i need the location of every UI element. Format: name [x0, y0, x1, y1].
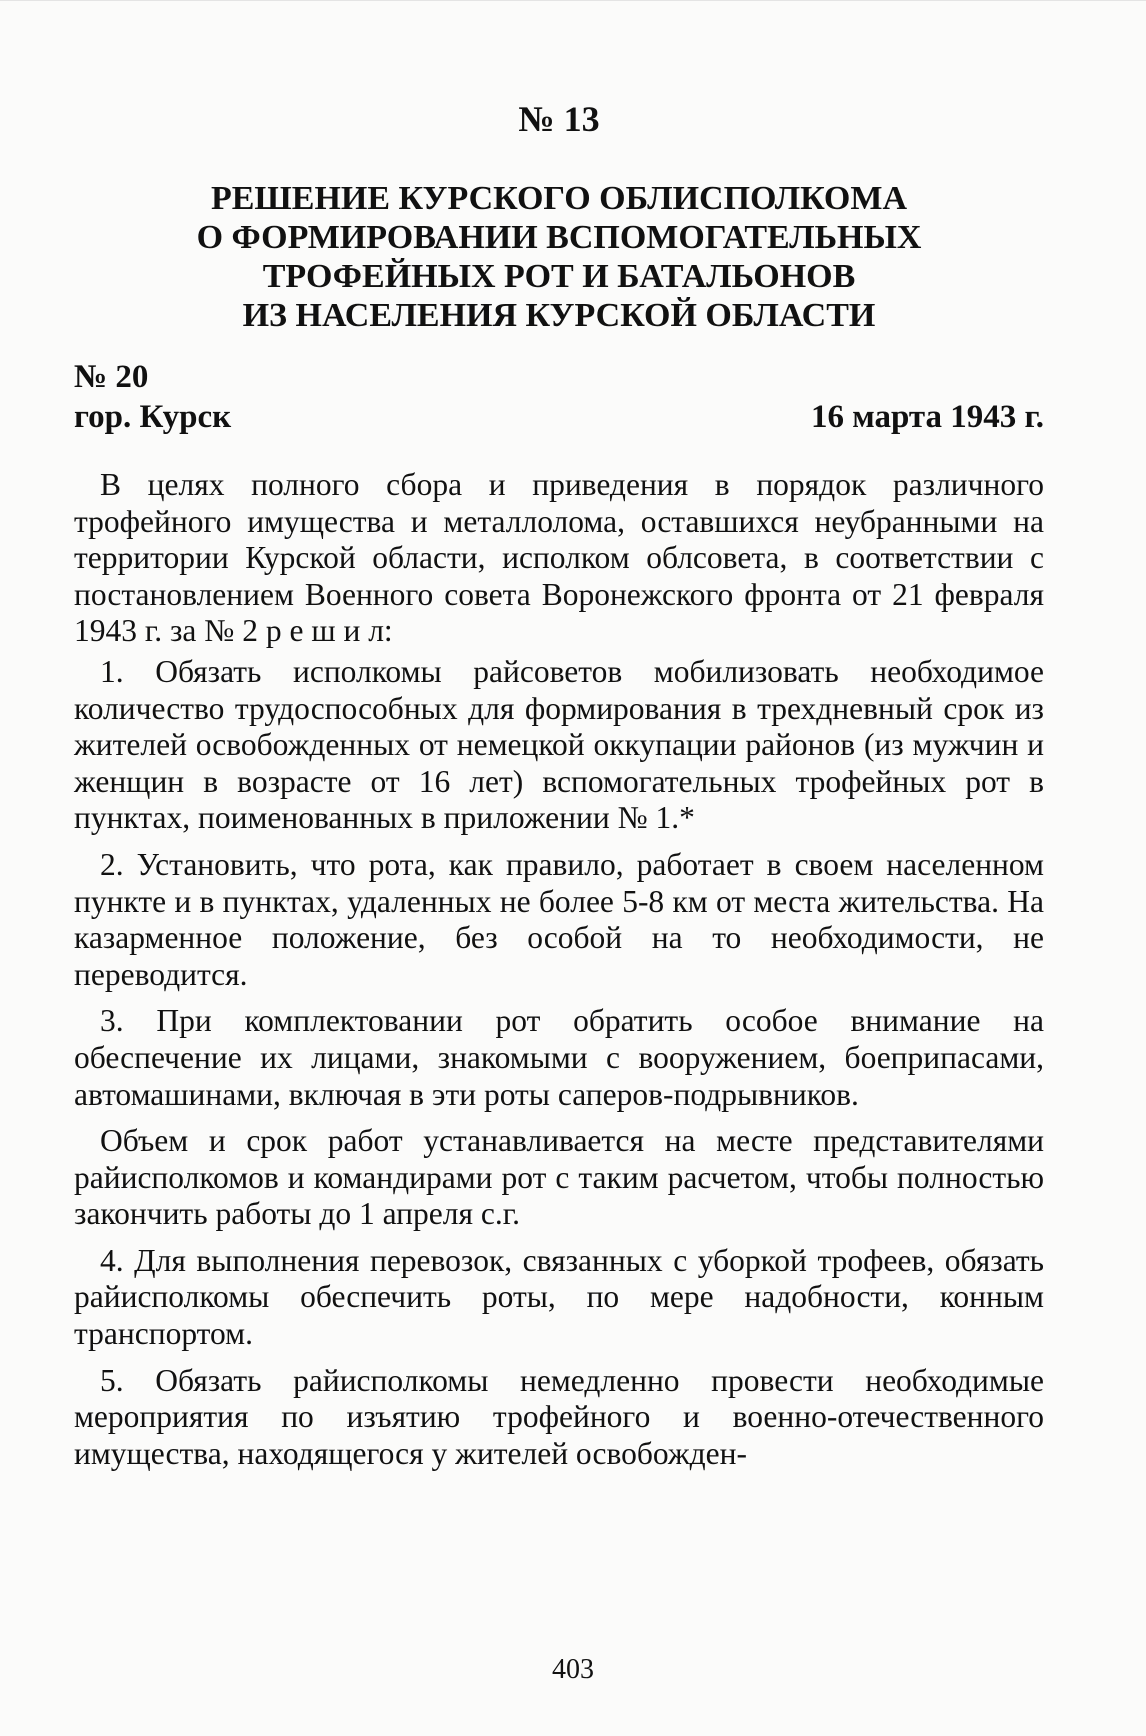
paragraph-scope: Объем и срок работ устанавливается на месте представителями райисполкомов и командирами рот с таким расчетом, чтобы полностью закончить работы до 1 апреля с.г. [74, 1123, 1044, 1232]
paragraph-item-1: 1. Обязать исполкомы райсоветов мобилизовать необходимое количество трудоспособных для формирования в трехдневный срок из жителей освобожденных от немецкой оккупации районов (из мужчин и женщин в возрасте от 16 лет) вспомогательных трофейных рот в пунктах, поименованных в приложении № 1.* [74, 653, 1044, 836]
paragraph-preamble: В целях полного сбора и приведения в порядок различного трофейного имущества и металлолома, оставшихся неубранными на территории Курской области, исполком облсовета, в соответствии с постановлением Военного совета Воронежского фронта от 21 февраля 1943 г. за № 2 р е ш и л: [74, 467, 1044, 649]
title-line: РЕШЕНИЕ КУРСКОГО ОБЛИСПОЛКОМА [210, 180, 908, 217]
paragraph-item-2: 2. Установить, что рота, как правило, работает в своем населенном пункте и в пунктах, удаленных не более 5-8 км от места жительства. На казарменное положение, без особой на то необходимости, не переводится. [74, 846, 1044, 992]
place-date-line [74, 397, 1044, 437]
page-number: 403 [552, 1654, 594, 1685]
paragraph-item-3: 3. При комплектовании рот обратить особое внимание на обеспечение их лицами, знакомыми с вооружением, боеприпасами, автомашинами, включая в эти роты саперов-подрывников. [74, 1003, 1044, 1112]
document-number: № 13 [518, 99, 600, 139]
paragraph-item-4: 4. Для выполнения перевозок, связанных с уборкой трофеев, обязать райисполкомы обеспечить роты, по мере надобности, конным транспортом. [74, 1242, 1044, 1352]
date: 16 марта 1943 г. [810, 399, 1044, 435]
document-title [74, 179, 1044, 335]
title-line: ИЗ НАСЕЛЕНИЯ КУРСКОЙ ОБЛАСТИ [242, 297, 876, 334]
place: гор. Курск [74, 399, 232, 435]
paragraph-item-5: 5. Обязать райисполкомы немедленно провести необходимые мероприятия по изъятию трофейного и военно-отечественного имущества, находящегося у жителей освобожден- [74, 1362, 1044, 1471]
title-line: О ФОРМИРОВАНИИ ВСПОМОГАТЕЛЬНЫХ [196, 219, 922, 256]
registration-number: № 20 [74, 359, 149, 395]
title-line: ТРОФЕЙНЫХ РОТ И БАТАЛЬОНОВ [262, 258, 856, 295]
page-content [74, 97, 1044, 1482]
